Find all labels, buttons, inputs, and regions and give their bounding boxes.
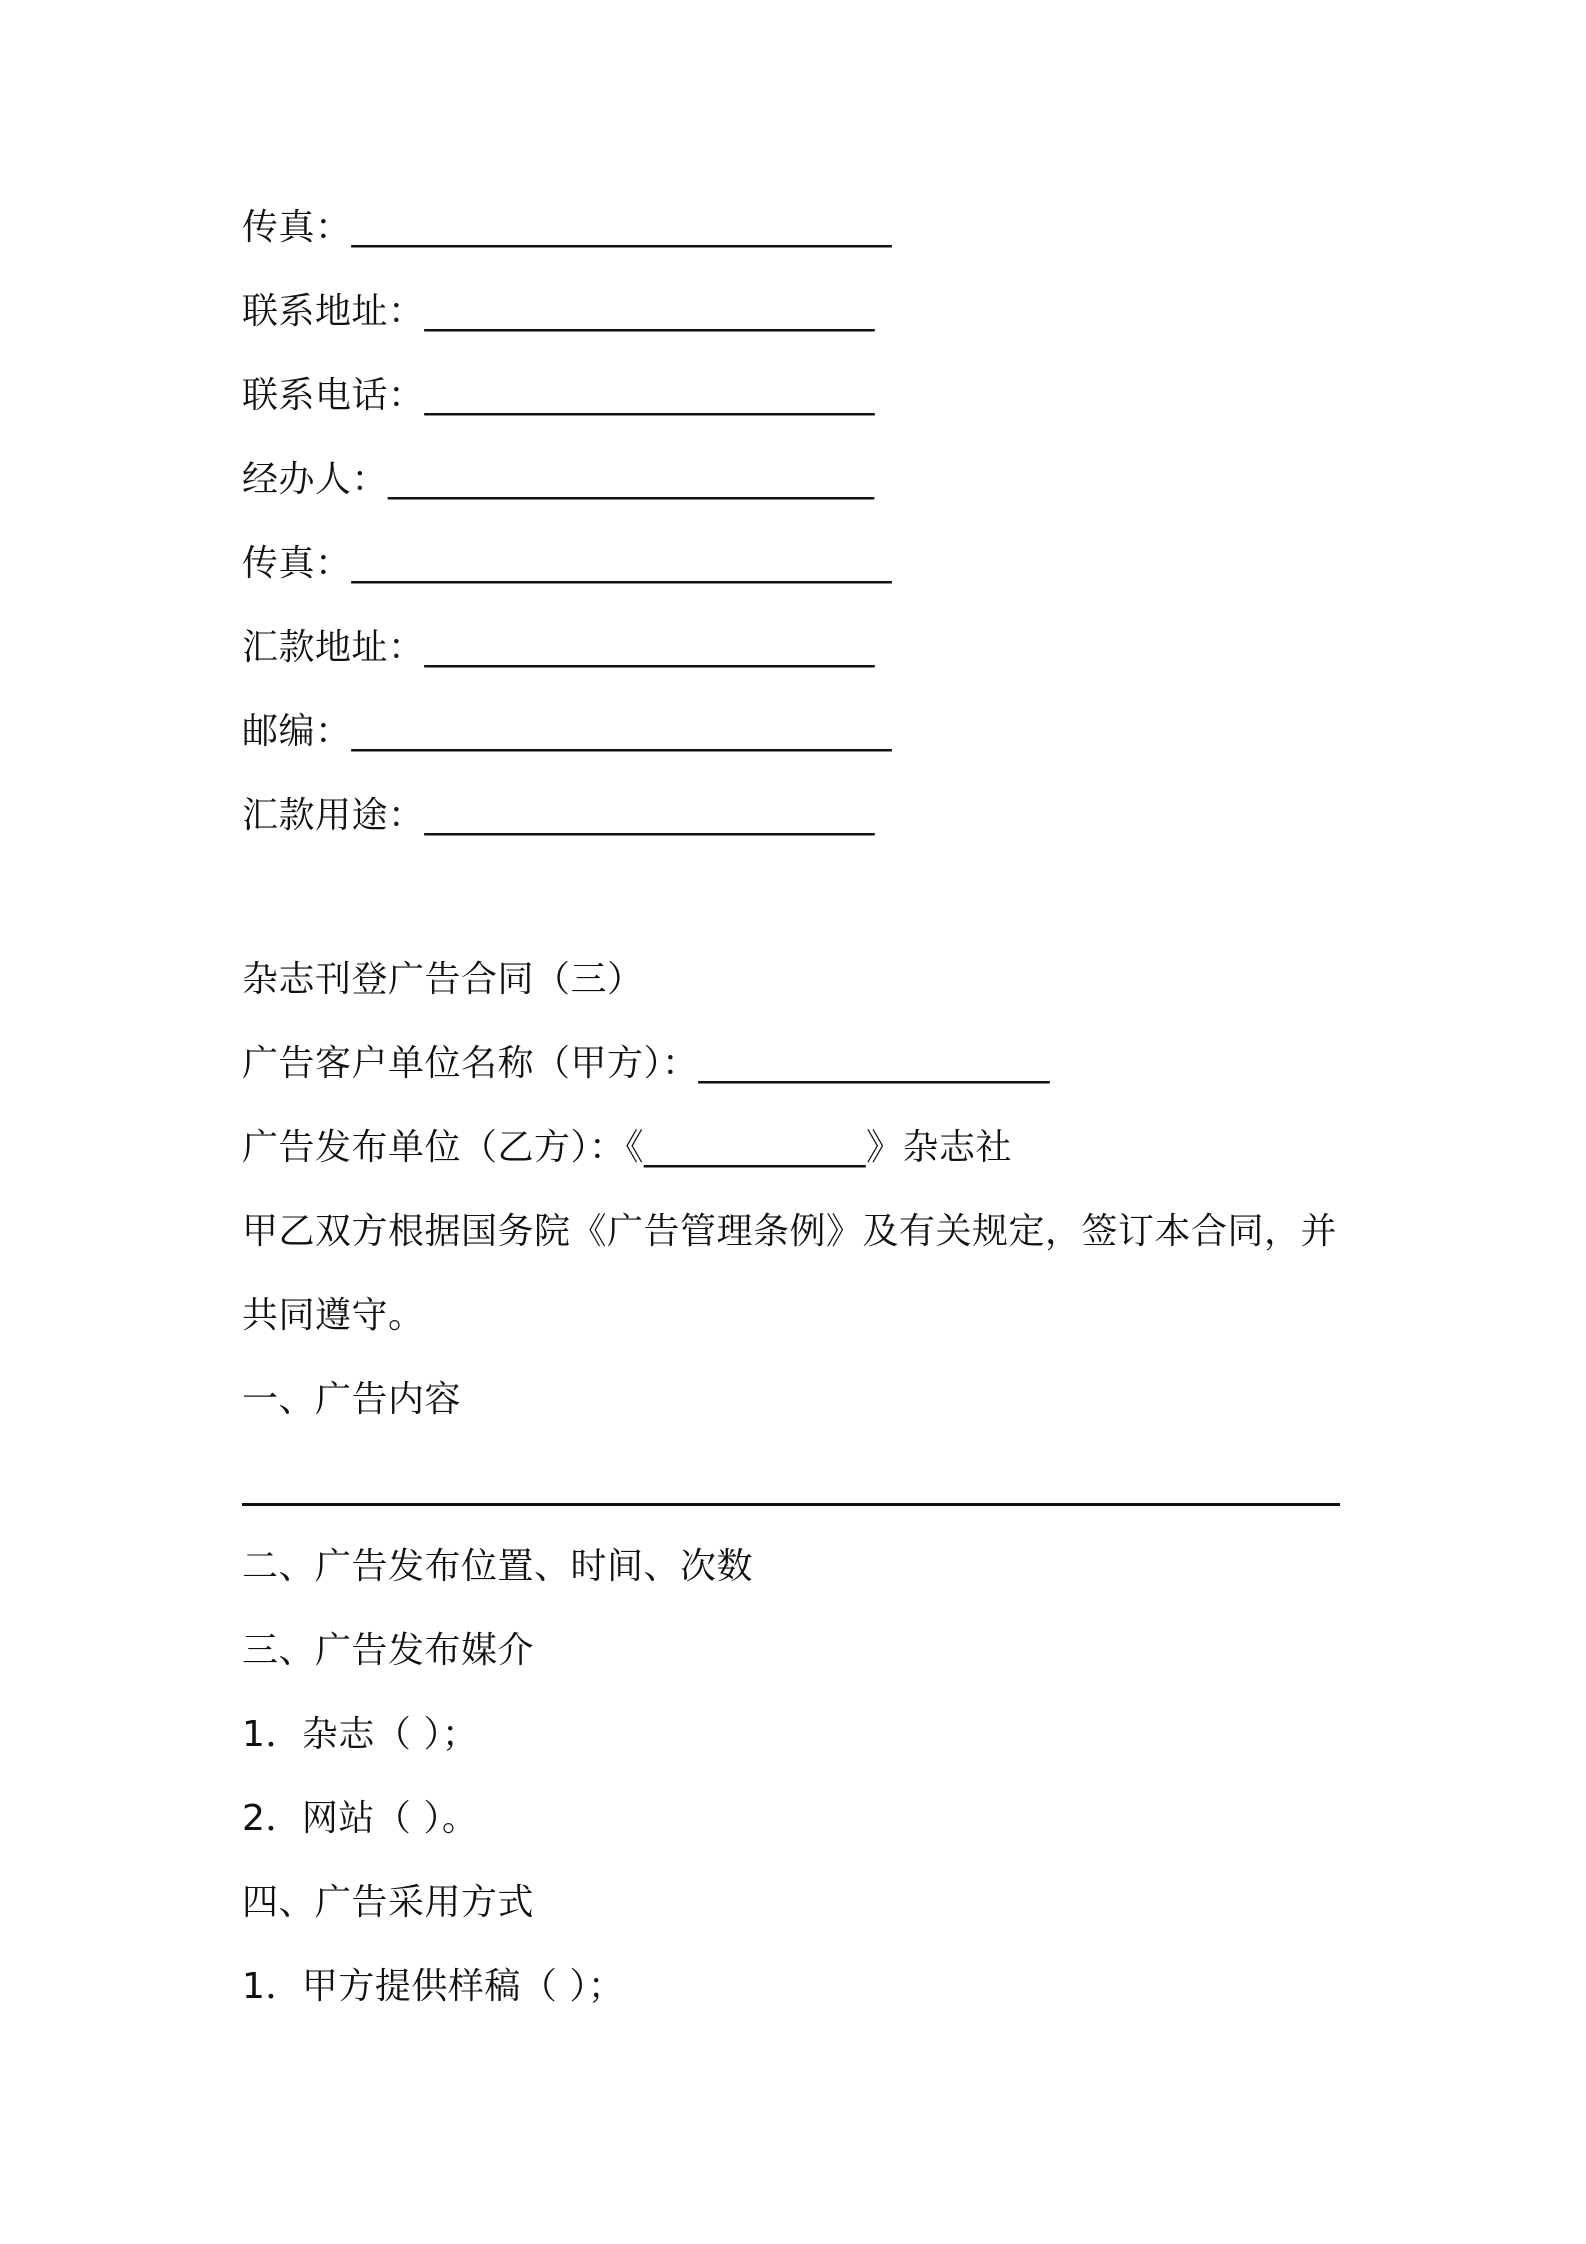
contact-address-label: 联系地址： (242, 291, 425, 332)
fax-label: 传真： (242, 543, 352, 584)
contact-phone-field (242, 372, 875, 420)
media-item-magazine: 1．杂志（ ）； (242, 1714, 479, 1755)
section-4-heading: 四、广告采用方式 (242, 1882, 535, 1923)
fax-blank: ______________________________ (351, 543, 892, 584)
section-1-heading: 一、广告内容 (242, 1379, 462, 1420)
fax-field-1 (242, 204, 892, 252)
section-3-heading: 三、广告发布媒介 (242, 1630, 535, 1671)
fax-label: 传真： (242, 207, 352, 248)
remit-address-field (242, 624, 875, 672)
remit-purpose-blank: _________________________ (424, 795, 875, 836)
remit-address-label: 汇款地址： (242, 627, 425, 668)
contact-phone-blank: _________________________ (424, 375, 875, 416)
section-2-heading: 二、广告发布位置、时间、次数 (242, 1546, 754, 1587)
intro-line-1: 甲乙双方根据国务院《广告管理条例》及有关规定，签订本合同，并 (242, 1211, 1338, 1252)
party-a-line: 广告客户单位名称（甲方）：___________________ (242, 1043, 1051, 1084)
fax-field-2 (242, 540, 892, 588)
contact-address-blank: _________________________ (424, 291, 875, 332)
handler-field (242, 456, 874, 504)
intro-line-2: 共同遵守。 (242, 1295, 425, 1336)
contact-address-field (242, 288, 875, 336)
handler-blank: ___________________________ (388, 459, 875, 500)
remit-address-blank: _________________________ (424, 627, 875, 668)
fax-blank: ______________________________ (351, 207, 892, 248)
contact-phone-label: 联系电话： (242, 375, 425, 416)
postcode-blank: ______________________________ (351, 711, 892, 752)
postcode-label: 邮编： (242, 711, 352, 752)
handler-label: 经办人： (242, 459, 389, 500)
method-item-sample: 1．甲方提供样稿（ ）； (242, 1966, 625, 2007)
remit-purpose-label: 汇款用途： (242, 795, 425, 836)
postcode-field (242, 708, 892, 756)
remit-purpose-field (242, 792, 875, 840)
media-item-website: 2．网站（ ）。 (242, 1798, 479, 1839)
contract-title: 杂志刊登广告合同（三） (242, 959, 644, 1000)
ad-content-blank-line (242, 1503, 1340, 1506)
party-b-line: 广告发布单位（乙方）：《____________》杂志社 (242, 1127, 1013, 1168)
